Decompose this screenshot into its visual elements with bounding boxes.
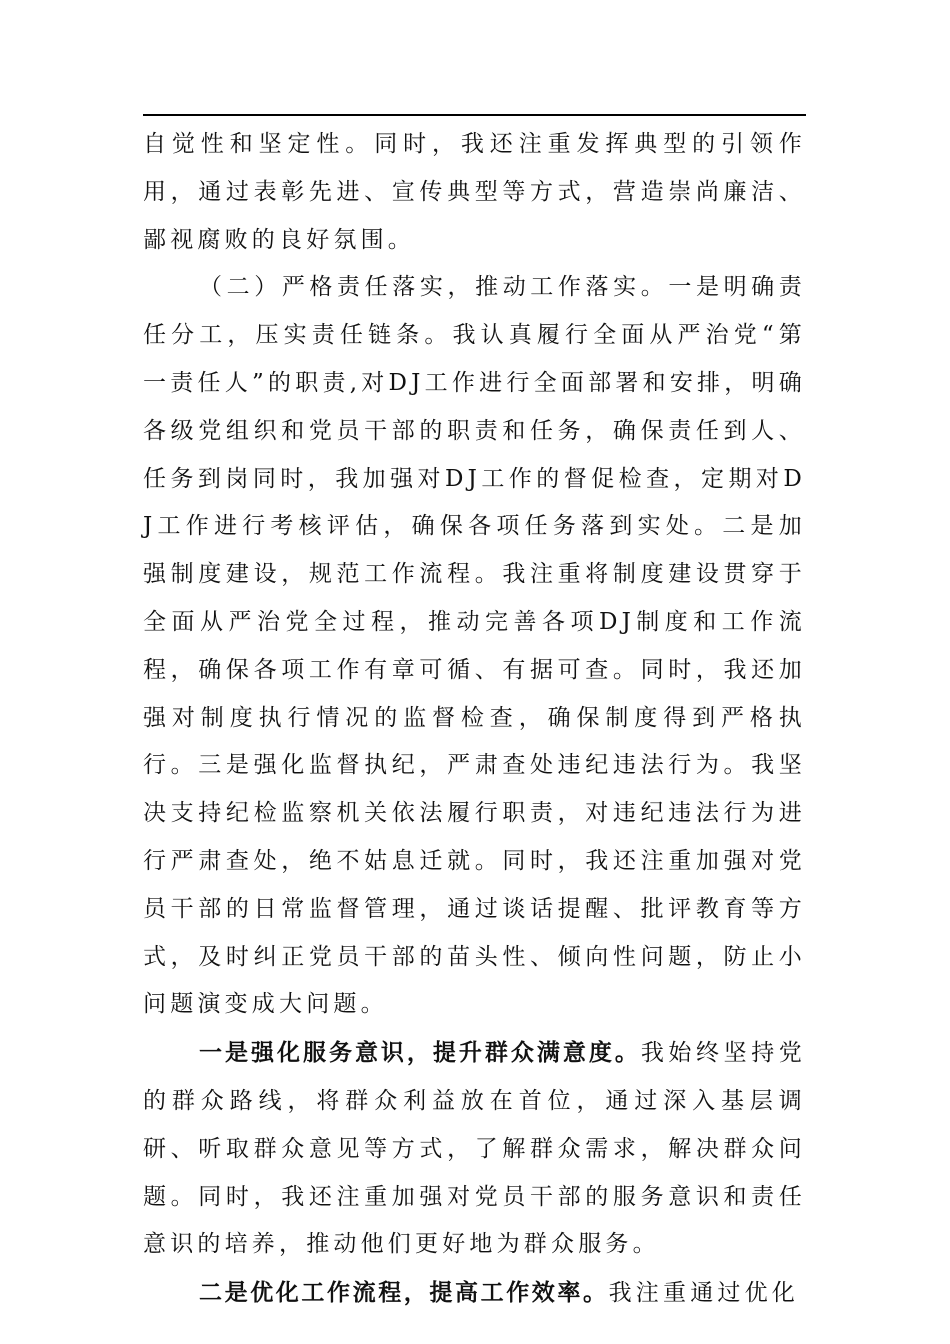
header-rule (143, 114, 806, 116)
paragraph-text: 自觉性和坚定性。同时，我还注重发挥典型的引领作用，通过表彰先进、宣传典型等方式，营造崇尚廉洁、鄙视腐败的良好氛围。 (143, 131, 806, 253)
paragraph-text: 我注重通过优化 (608, 1280, 800, 1307)
paragraph-text: （二）严格责任落实，推动工作落实。一是明确责任分工，压实责任链条。我认真履行全面从严治党“第一责任人”的职责,对DJ工作进行全面部署和安排，明确各级党组织和党员干部的职责和任务，确保责任到人、任务到岗同时，我加强对DJ工作的督促检查，定期对DJ工作进行考核评估，确保各项任务落到实处。二是加强制度建设，规范工作流程。我注重将制度建设贯穿于全面从严治党全过程，推动完善各项DJ制度和工作流程，确保各项工作有章可循、有据可查。同时，我还加强对制度执行情况的监督检查，确保制度得到严格执行。三是强化监督执纪，严肃查处违纪违法行为。我坚决支持纪检监察机关依法履行职责，对违纪违法行为进行严肃查处，绝不姑息迁就。同时，我还注重加强对党员干部的日常监督管理，通过谈话提醒、批评教育等方式，及时纠正党员干部的苗头性、倾向性问题，防止小问题演变成大问题。 (143, 274, 806, 1018)
point-heading: 二是优化工作流程，提高工作效率。 (199, 1279, 609, 1307)
paragraph-point-one (143, 1029, 806, 1269)
paragraph-section-two (143, 264, 806, 1029)
document-body (143, 121, 806, 1318)
paragraph-point-two (143, 1269, 806, 1318)
point-heading: 一是强化服务意识，提升群众满意度。 (199, 1039, 641, 1067)
paragraph-text: 我始终坚持党的群众路线，将群众利益放在首位，通过深入基层调研、听取群众意见等方式，了解群众需求，解决群众问题。同时，我还注重加强对党员干部的服务意识和责任意识的培养，推动他们更好地为群众服务。 (143, 1040, 806, 1258)
paragraph-continuation (143, 121, 806, 264)
